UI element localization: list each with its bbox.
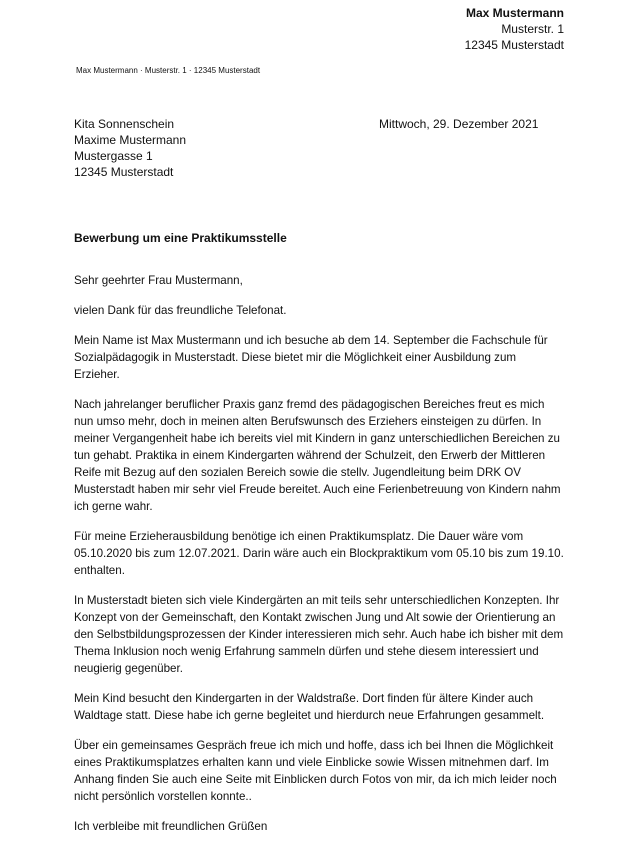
paragraph-7: Über ein gemeinsames Gespräch freue ich mich und hoffe, dass ich bei Ihnen die Möglichkeit eines Praktikumsplatzes erhalten kann und viele Einblicke sowie Wissen mitnehmen darf. Im Anhang finden Sie auch eine Seite mit Einblicken durch Fotos von mir, da ich mich leider noch nicht persönlich vorstellen konnte.. — [74, 739, 557, 803]
letter-subject: Bewerbung um eine Praktikumsstelle — [74, 231, 287, 245]
recipient-line-1: Kita Sonnenschein — [74, 117, 175, 131]
paragraph-4: Für meine Erzieherausbildung benötige ich einen Praktikumsplatz. Die Dauer wäre vom 05.10.2020 bis zum 12.07.2021. Darin wäre auch ein Blockpraktikum vom 05.10 bis zum 19.10. enthalten. — [74, 530, 564, 577]
sender-street: Musterstr. 1 — [501, 22, 564, 36]
recipient-line-2: Maxime Mustermann — [74, 133, 187, 147]
recipient-line-3: Mustergasse 1 — [74, 149, 153, 163]
paragraph-6: Mein Kind besucht den Kindergarten in der Waldstraße. Dort finden für ältere Kinder auch Waldtage statt. Diese habe ich gerne begleitet und hierdurch neue Erfahrungen gesammelt. — [74, 692, 545, 722]
paragraph-3: Nach jahrelanger beruflicher Praxis ganz fremd des pädagogischen Bereiches freut es mich nun umso mehr, doch in meinen alten Berufswunsch des Erziehers einsteigen zu dürfen. In meiner Vergangenheit habe ich bereits viel mit Kindern in ganz unterschiedlichen Bereichen zu tun gehabt. Praktika in einem Kindergarten während der Schulzeit, den Erwerb der Mittleren Reife mit Bezug auf den sozialen Bereich sowie die stellv. Jugendleitung beim DRK OV Musterstadt haben mir sehr viel Freude bereitet. Auch eine Ferienbetreuung von Kindern nahm ich gerne wahr. — [74, 398, 561, 513]
recipient-block — [74, 116, 186, 180]
recipient-line-4: 12345 Musterstadt — [74, 165, 174, 179]
salutation: Sehr geehrter Frau Mustermann, — [74, 274, 243, 287]
paragraph-1: vielen Dank für das freundliche Telefonat. — [74, 304, 287, 317]
letter-body — [74, 272, 564, 848]
paragraph-5: In Musterstadt bieten sich viele Kindergärten an mit teils sehr unterschiedlichen Konzepten. Ihr Konzept von der Gemeinschaft, den Kontakt zwischen Jung und Alt sowie der Orientierung an den Selbstbildungsprozessen der Kinder interessieren mich sehr. Auch habe ich bisher mit dem Thema Inklusion noch wenig Erfahrung sammeln dürfen und stehe diesem interessiert und neugierig gegenüber. — [74, 594, 564, 675]
sender-city: 12345 Musterstadt — [464, 38, 564, 52]
return-address-line: Max Mustermann · Musterstr. 1 · 12345 Musterstadt — [76, 66, 261, 75]
letter-date: Mittwoch, 29. Dezember 2021 — [379, 117, 539, 131]
closing: Ich verbleibe mit freundlichen Grüßen — [74, 820, 268, 833]
paragraph-2: Mein Name ist Max Mustermann und ich besuche ab dem 14. September die Fachschule für Sozialpädagogik in Musterstadt. Diese bietet mir die Möglichkeit einer Ausbildung zum Erzieher. — [74, 334, 548, 381]
sender-name: Max Mustermann — [465, 6, 564, 20]
sender-block — [465, 5, 564, 53]
